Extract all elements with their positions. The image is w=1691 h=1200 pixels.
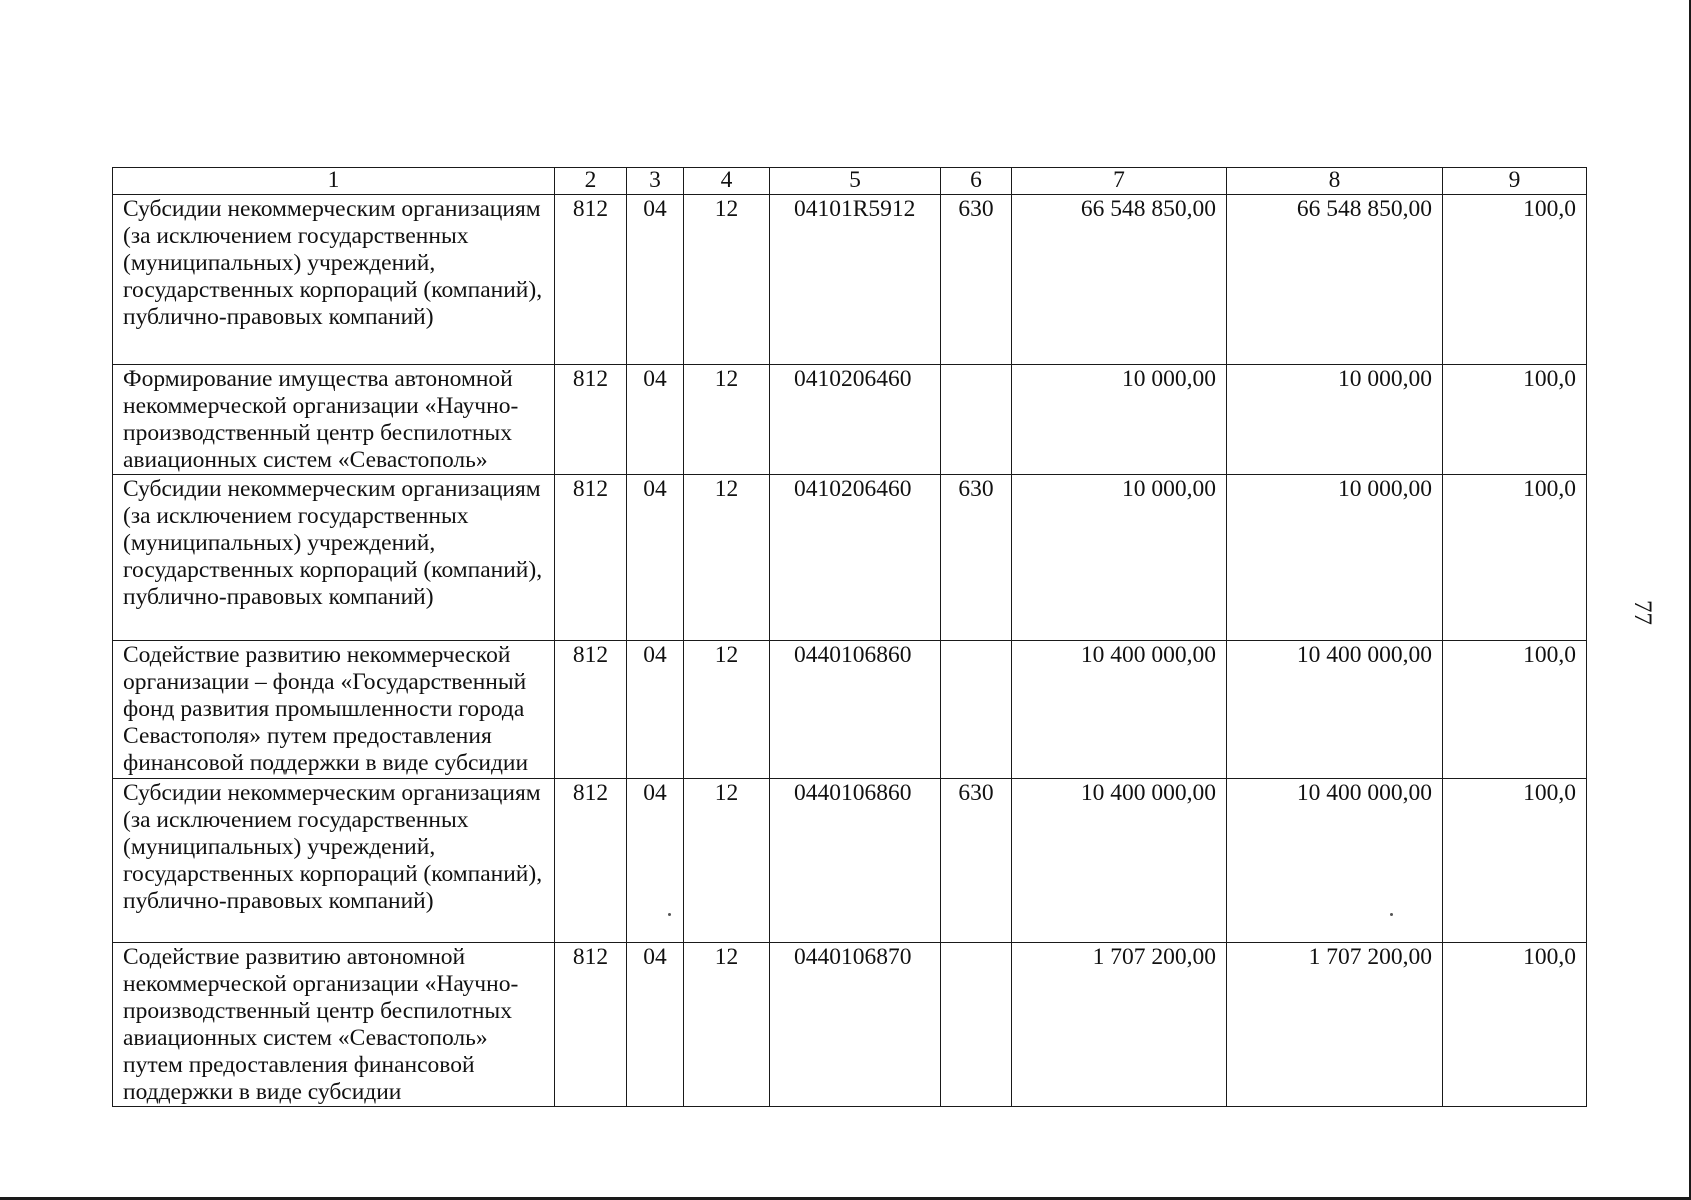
row-target-code-cell: 0440106870 (770, 943, 941, 1107)
row-executed-amount-cell: 10 000,00 (1227, 475, 1443, 641)
row-ministry-cell: 812 (555, 779, 627, 943)
row-name-cell: Субсидии некоммерческим организациям (за исключением государственных (муниципальных) учреждений, государственных корпораций (компаний), публично-правовых компаний) (113, 195, 555, 365)
column-header-1: 1 (113, 168, 555, 195)
column-header-2: 2 (555, 168, 627, 195)
row-section-cell: 04 (627, 475, 684, 641)
row-planned-amount-cell: 1 707 200,00 (1012, 943, 1227, 1107)
row-planned-amount-cell: 66 548 850,00 (1012, 195, 1227, 365)
row-percent-cell: 100,0 (1443, 641, 1587, 779)
row-subsection-cell: 12 (684, 641, 770, 779)
table-row (113, 195, 1587, 365)
table-header-row (113, 168, 1587, 195)
row-subsection-cell: 12 (684, 365, 770, 475)
row-percent-cell: 100,0 (1443, 475, 1587, 641)
scan-speck (1390, 913, 1393, 916)
column-header-4: 4 (684, 168, 770, 195)
row-expense-type-cell: 630 (941, 195, 1012, 365)
row-percent-cell: 100,0 (1443, 943, 1587, 1107)
row-ministry-cell: 812 (555, 365, 627, 475)
row-planned-amount-cell: 10 000,00 (1012, 475, 1227, 641)
row-ministry-cell: 812 (555, 943, 627, 1107)
row-expense-type-cell (941, 943, 1012, 1107)
row-target-code-cell: 0410206460 (770, 475, 941, 641)
row-section-cell: 04 (627, 943, 684, 1107)
row-executed-amount-cell: 10 400 000,00 (1227, 641, 1443, 779)
budget-table (112, 167, 1587, 1107)
row-subsection-cell: 12 (684, 195, 770, 365)
row-section-cell: 04 (627, 195, 684, 365)
row-name-cell: Формирование имущества автономной некоммерческой организации «Научно-производственный центр беспилотных авиационных систем «Севастополь» (113, 365, 555, 475)
column-header-3: 3 (627, 168, 684, 195)
column-header-6: 6 (941, 168, 1012, 195)
column-header-9: 9 (1443, 168, 1587, 195)
row-expense-type-cell (941, 365, 1012, 475)
row-executed-amount-cell: 1 707 200,00 (1227, 943, 1443, 1107)
row-name-cell: Субсидии некоммерческим организациям (за исключением государственных (муниципальных) учреждений, государственных корпораций (компаний), публично-правовых компаний) (113, 779, 555, 943)
row-percent-cell: 100,0 (1443, 779, 1587, 943)
row-planned-amount-cell: 10 400 000,00 (1012, 641, 1227, 779)
row-planned-amount-cell: 10 000,00 (1012, 365, 1227, 475)
table-row (113, 641, 1587, 779)
row-subsection-cell: 12 (684, 475, 770, 641)
row-expense-type-cell: 630 (941, 779, 1012, 943)
row-executed-amount-cell: 10 400 000,00 (1227, 779, 1443, 943)
row-target-code-cell: 04101R5912 (770, 195, 941, 365)
row-percent-cell: 100,0 (1443, 195, 1587, 365)
scan-speck (668, 913, 671, 916)
row-section-cell: 04 (627, 779, 684, 943)
row-target-code-cell: 0440106860 (770, 779, 941, 943)
row-percent-cell: 100,0 (1443, 365, 1587, 475)
column-header-5: 5 (770, 168, 941, 195)
table-row (113, 365, 1587, 475)
row-section-cell: 04 (627, 641, 684, 779)
table-row (113, 475, 1587, 641)
column-header-8: 8 (1227, 168, 1443, 195)
row-name-cell: Содействие развитию некоммерческой организации – фонда «Государственный фонд развития промышленности города Севастополя» путем предоставления финансовой поддержки в виде субсидии (113, 641, 555, 779)
row-executed-amount-cell: 10 000,00 (1227, 365, 1443, 475)
row-target-code-cell: 0410206460 (770, 365, 941, 475)
page-number: 77 (1629, 600, 1656, 625)
row-expense-type-cell (941, 641, 1012, 779)
row-ministry-cell: 812 (555, 641, 627, 779)
row-expense-type-cell: 630 (941, 475, 1012, 641)
row-subsection-cell: 12 (684, 943, 770, 1107)
row-name-cell: Содействие развитию автономной некоммерческой организации «Научно-производственный центр беспилотных авиационных систем «Севастополь» путем предоставления финансовой поддержки в виде субсидии (113, 943, 555, 1107)
column-header-7: 7 (1012, 168, 1227, 195)
row-name-cell: Субсидии некоммерческим организациям (за исключением государственных (муниципальных) учреждений, государственных корпораций (компаний), публично-правовых компаний) (113, 475, 555, 641)
row-ministry-cell: 812 (555, 195, 627, 365)
row-executed-amount-cell: 66 548 850,00 (1227, 195, 1443, 365)
table-row (113, 943, 1587, 1107)
row-subsection-cell: 12 (684, 779, 770, 943)
row-section-cell: 04 (627, 365, 684, 475)
row-target-code-cell: 0440106860 (770, 641, 941, 779)
row-planned-amount-cell: 10 400 000,00 (1012, 779, 1227, 943)
table-row (113, 779, 1587, 943)
row-ministry-cell: 812 (555, 475, 627, 641)
